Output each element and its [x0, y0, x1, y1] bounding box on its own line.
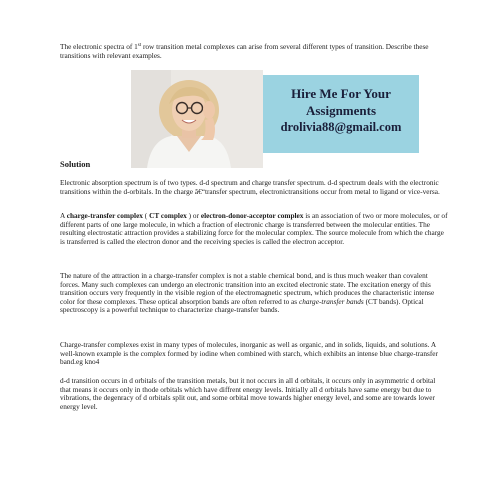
p2-text-c: (: [142, 211, 150, 220]
term-electron-donor-acceptor-complex: electron-donor-acceptor complex: [200, 211, 304, 220]
p2-text-g: is an association of two or more molecules, or of different parts of one large molecule, in which a fraction of electronic charge is transferred between the molecular entities. The resulting electrostatic attraction provides a stabilizing force for the molecular complex. The source molecule from which the charge is transferred is called the electron donor and the receiving species is called the electron acceptor.: [60, 211, 448, 246]
advertisement-box: [263, 75, 419, 153]
woman-with-glasses-photo: [131, 70, 263, 168]
ad-line-hire: Hire Me For Your: [291, 86, 391, 101]
question-text: [60, 43, 448, 60]
term-charge-transfer-complex: charge-transfer complex: [66, 211, 143, 220]
solution-heading: Solution: [60, 159, 91, 169]
ad-line-assignments: Assignments: [305, 103, 377, 118]
p3-text-a: The nature of the attraction in a charge-transfer complex is not a stable chemical bond, and is thus much weaker than covalent forces. Many such complexes can undergo an electronic transition into an excited electronic state. The excitation energy of this transition occurs very frequently in the visible region of the electromagnetic spectrum, which produces the characteristic intense color for these complexes. These optical absorption bands are often referred to as: [60, 271, 435, 306]
advertisement-banner: [131, 70, 419, 168]
term-charge-transfer-bands: charge-transfer bands: [298, 296, 364, 306]
paragraph-ct-examples: Charge-transfer complexes exist in many types of molecules, inorganic as well as organic, and in solids, liquids, and solutions. A well-known example is the complex formed by iodine when combined with starch, which exhibits an intense blue charge-transfer band.eg kno4: [60, 340, 438, 367]
p3-text-c: (CT bands). Optical spectroscopy is a powerful technique to characterize charge-transfer bands.: [60, 296, 424, 315]
paragraph-attraction-nature: [60, 272, 448, 315]
question-part1: The electronic spectra of 1: [60, 42, 138, 51]
paragraph-charge-transfer-complex: [60, 212, 448, 246]
question-superscript: st: [137, 43, 142, 48]
term-ct-complex: CT complex: [149, 211, 187, 220]
question-part2: row transition metal complexes can arise from several different types of transition. Describe these transitions with relevant examples.: [60, 42, 429, 60]
ad-email: drolivia88@gmail.com: [280, 120, 402, 134]
p2-text-a: A: [60, 211, 67, 220]
paragraph-spectrum-types: Electronic absorption spectrum is of two types. d-d spectrum and charge transfer spectrum. d-d spectrum deals with the electronic transitions within the d-orbitals. In the charge â€“transfer spectrum, electronictransitions occur from metal to ligand or vice-versa.: [60, 178, 440, 196]
p2-text-e: ) or: [186, 211, 201, 220]
paragraph-dd-transition: d-d transition occurs in d orbitals of the transition metals, but it not occurs in all d orbitals, it occurs only in asymmetric d orbital that means it occurs only in thode orbitals which have diffrent energy levels. Initially all d orbitals have same energy but due to vibrations, the degenracy of d orbitals split out, and some orbital move towards higher energy level, and some are towards lower energy level.: [60, 376, 436, 411]
